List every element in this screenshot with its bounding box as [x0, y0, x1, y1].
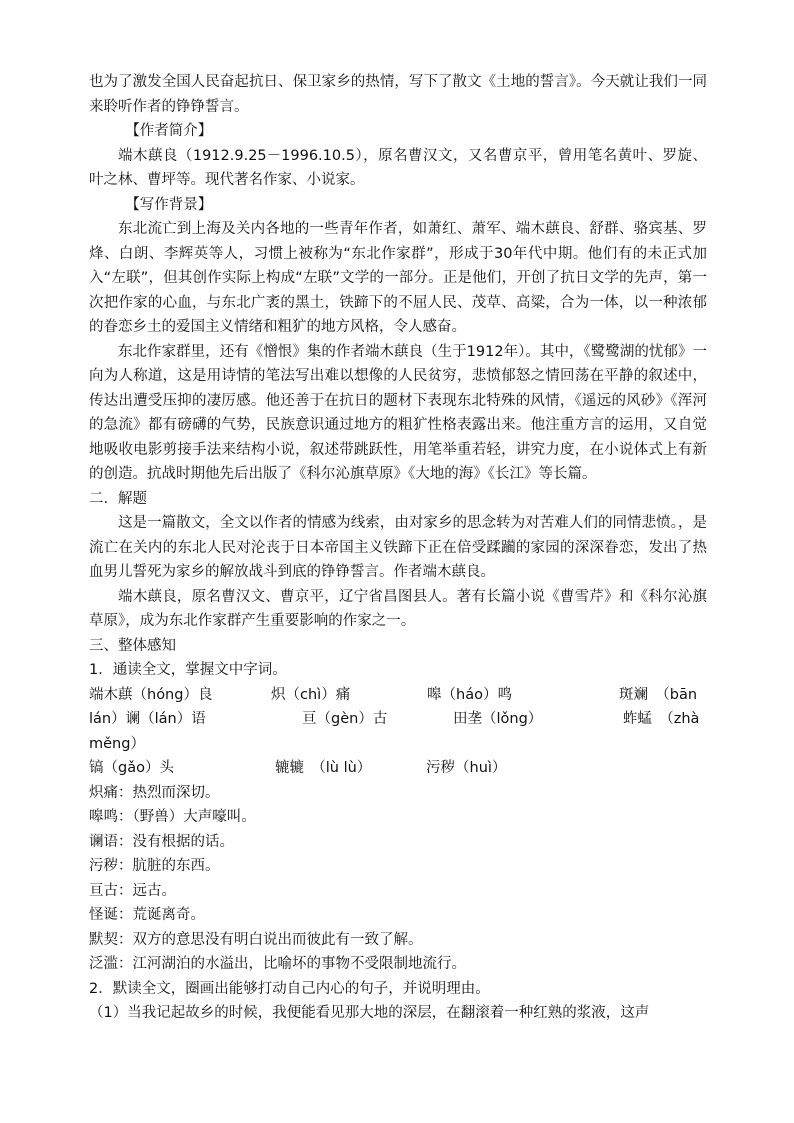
- author-paragraph: 端木蕻良（1912.9.25－1996.10.5），原名曹汉文，又名曹京平，曾用笔名黄叶、罗旋、叶之林、曹坪等。现代著名作家、小说家。: [89, 147, 707, 188]
- section2-heading: 二．解题: [89, 490, 147, 507]
- document-page: [89, 70, 707, 1026]
- pinyin-row-4: [89, 756, 707, 781]
- pinyin-item: 污秽（huì）: [426, 760, 507, 776]
- pinyin-item: 辘辘 （lù lù）: [275, 760, 372, 776]
- definition-item: 泛滥：江河湖泊的水溢出，比喻坏的事物不受限制地流行。: [89, 956, 466, 972]
- pinyin-item: 亘（gèn）古: [302, 711, 388, 727]
- pinyin-item: 炽（chì）痛: [271, 686, 351, 703]
- pinyin-item: 蚱蜢 （zhà: [623, 711, 700, 727]
- definition-item: 谰语：没有根据的话。: [89, 833, 234, 850]
- definition-item: 怪诞：荒诞离奇。: [89, 907, 205, 923]
- pinyin-row-1: [89, 683, 707, 708]
- pinyin-row-3: [89, 732, 707, 757]
- quote-1: （1）当我记起故乡的时候，我便能看见那大地的深层，在翻滚着一种红熟的浆液，这声: [89, 1005, 650, 1021]
- definition-item: 嗥鸣：（野兽）大声嚎叫。: [89, 809, 256, 825]
- author-heading: 【作者简介】: [125, 123, 213, 139]
- pinyin-item: lán）谰（lán）语: [89, 711, 206, 727]
- section3-heading: 三、整体感知: [89, 637, 176, 654]
- definition-item: 亘古：远古。: [89, 882, 176, 899]
- definition-item: 炽痛：热烈而深切。: [89, 784, 220, 801]
- background-paragraph-2: 东北作家群里，还有《憎恨》集的作者端木蕻良（生于1912年）。其中，《鹭鹭湖的忧郁》一向为人称道，这是用诗情的笔法写出难以想像的人民贫穷，悲愤郁怒之情回荡在平静的叙述中，传达出遭受压抑的凄厉感。他还善于在抗日的题材下表现东北特殊的风情，《遥远的风砂》《浑河的急流》都有磅礴的气势，民族意识通过地方的粗犷性格表露出来。他注重方言的运用，又自觉地吸收电影剪接手法来结构小说，叙述带跳跃性，用笔举重若轻，讲究力度，在小说体式上有新的创造。抗战时期他先后出版了《科尔沁旗草原》《大地的海》《长江》等长篇。: [89, 343, 707, 482]
- definition-item: 默契：双方的意思没有明白说出而彼此有一致了解。: [89, 931, 423, 948]
- pinyin-item: 田垄（lǒng）: [453, 711, 543, 727]
- definition-item: 污秽：肮脏的东西。: [89, 858, 220, 874]
- task1-text: 1．通读全文，掌握文中字词。: [89, 662, 287, 678]
- pinyin-item: 斑斓 （bān: [619, 686, 698, 703]
- pinyin-item: měng）: [89, 735, 145, 752]
- section2-paragraph-1: 这是一篇散文，全文以作者的情感为线索，由对家乡的思念转为对苦难人们的同情悲愤。，是流亡在关内的东北人民对沦丧于日本帝国主义铁蹄下正在倍受蹂躏的家园的深深眷恋，发出了热血男儿誓死为家乡的解放战斗到底的铮铮誓言。作者端木蕻良。: [89, 515, 707, 580]
- background-heading: 【写作背景】: [125, 196, 213, 213]
- pinyin-item: 端木蕻（hóng）良: [89, 686, 213, 703]
- pinyin-item: 嗥（háo）鸣: [427, 686, 512, 703]
- pinyin-row-2: [89, 707, 707, 732]
- pinyin-item: 镐（gǎo）头: [89, 760, 174, 776]
- background-paragraph-1: 东北流亡到上海及关内各地的一些青年作者，如萧红、萧军、端木蕻良、舒群、骆宾基、罗烽、白朗、李辉英等人，习惯上被称为“东北作家群”，形成于30年代中期。他们有的未正式加入“左联”，但其创作实际上构成“左联”文学的一部分。正是他们，开创了抗日文学的先声，第一次把作家的心血，与东北广袤的黑土，铁蹄下的不屈人民、茂草、高粱，合为一体，以一种浓郁的眷恋乡土的爱国主义情绪和粗犷的地方风格，令人感奋。: [89, 221, 707, 335]
- task2-text: 2．默读全文，圈画出能够打动自己内心的句子，并说明理由。: [89, 980, 490, 997]
- intro-paragraph: 也为了激发全国人民奋起抗日、保卫家乡的热情，写下了散文《土地的誓言》。今天就让我们一同来聆听作者的铮铮誓言。: [89, 74, 707, 115]
- section2-paragraph-2: 端木蕻良，原名曹汉文、曹京平，辽宁省昌图县人。著有长篇小说《曹雪芹》和《科尔沁旗草原》，成为东北作家群产生重要影响的作家之一。: [89, 588, 707, 629]
